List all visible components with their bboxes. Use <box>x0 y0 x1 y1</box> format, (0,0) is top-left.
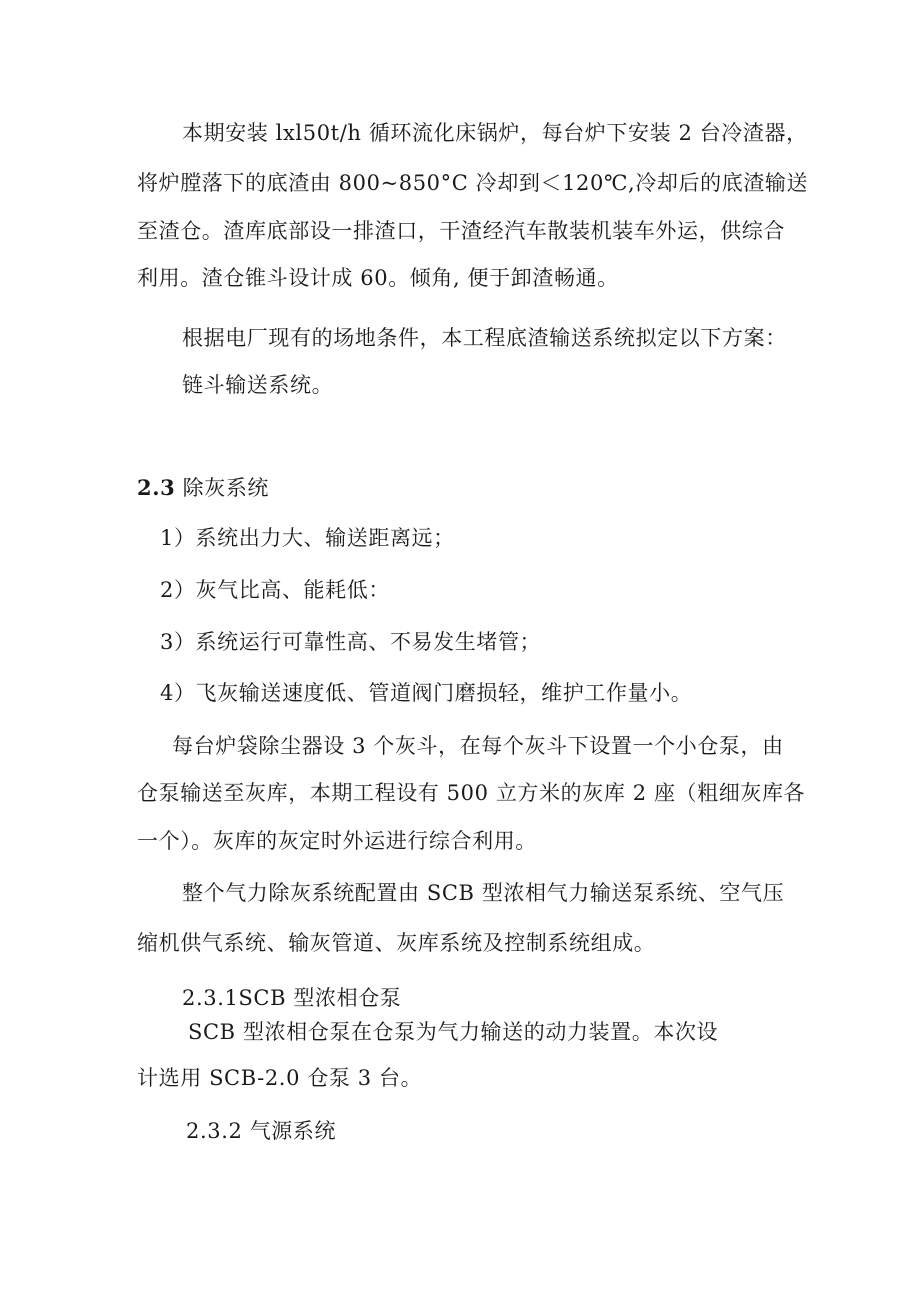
paragraph-4-line-3: 一个）。灰库的灰定时外运进行综合利用。 <box>137 829 537 853</box>
paragraph-5-line-1: 整个气力除灰系统配置由 SCB 型浓相气力输送泵系统、空气压 <box>182 881 785 905</box>
section-number: 2.3 <box>137 475 176 500</box>
list-item-2: 2）灰气比高、能耗低： <box>160 578 390 602</box>
list-item-1: 1）系统出力大、输送距离远； <box>160 526 455 550</box>
paragraph-1-line-2: 将炉膛落下的底渣由 800~850°C 冷却到＜120℃,冷却后的底渣输送 <box>137 171 809 195</box>
paragraph-6-line-2: 计选用 SCB-2.0 仓泵 3 台。 <box>137 1066 423 1090</box>
list-item-4: 4）飞灰输送速度低、管道阀门磨损轻，维护工作量小。 <box>160 681 693 705</box>
paragraph-1-line-3: 至渣仓。渣库底部设一排渣口，干渣经汽车散装机装车外运，供综合 <box>137 219 785 243</box>
section-heading-2-3-2: 2.3.2 气源系统 <box>186 1119 337 1143</box>
section-heading-2-3-1: 2.3.1SCB 型浓相仓泵 <box>182 986 402 1010</box>
paragraph-1-line-1: 本期安装 lxl50t/h 循环流化床锅炉，每台炉下安装 2 台冷渣器， <box>182 121 808 145</box>
paragraph-1-line-4: 利用。渣仓锥斗设计成 60。倾角, 便于卸渣畅通。 <box>137 266 619 290</box>
paragraph-5-line-2: 缩机供气系统、输灰管道、灰库系统及控制系统组成。 <box>137 931 656 955</box>
section-title: 除灰系统 <box>182 476 270 500</box>
paragraph-4-line-2: 仓泵输送至灰库，本期工程设有 500 立方米的灰库 2 座（粗细灰库各 <box>137 781 806 805</box>
paragraph-2: 根据电厂现有的场地条件，本工程底渣输送系统拟定以下方案： <box>182 326 787 350</box>
section-heading-2-3 <box>137 473 269 503</box>
paragraph-3: 链斗输送系统。 <box>182 373 334 397</box>
paragraph-6-line-1: SCB 型浓相仓泵在仓泵为气力输送的动力装置。本次设 <box>188 1020 719 1044</box>
paragraph-4-line-1: 每台炉袋除尘器设 3 个灰斗，在每个灰斗下设置一个小仓泵，由 <box>172 734 784 758</box>
list-item-3: 3）系统运行可靠性高、不易发生堵管； <box>160 630 542 654</box>
